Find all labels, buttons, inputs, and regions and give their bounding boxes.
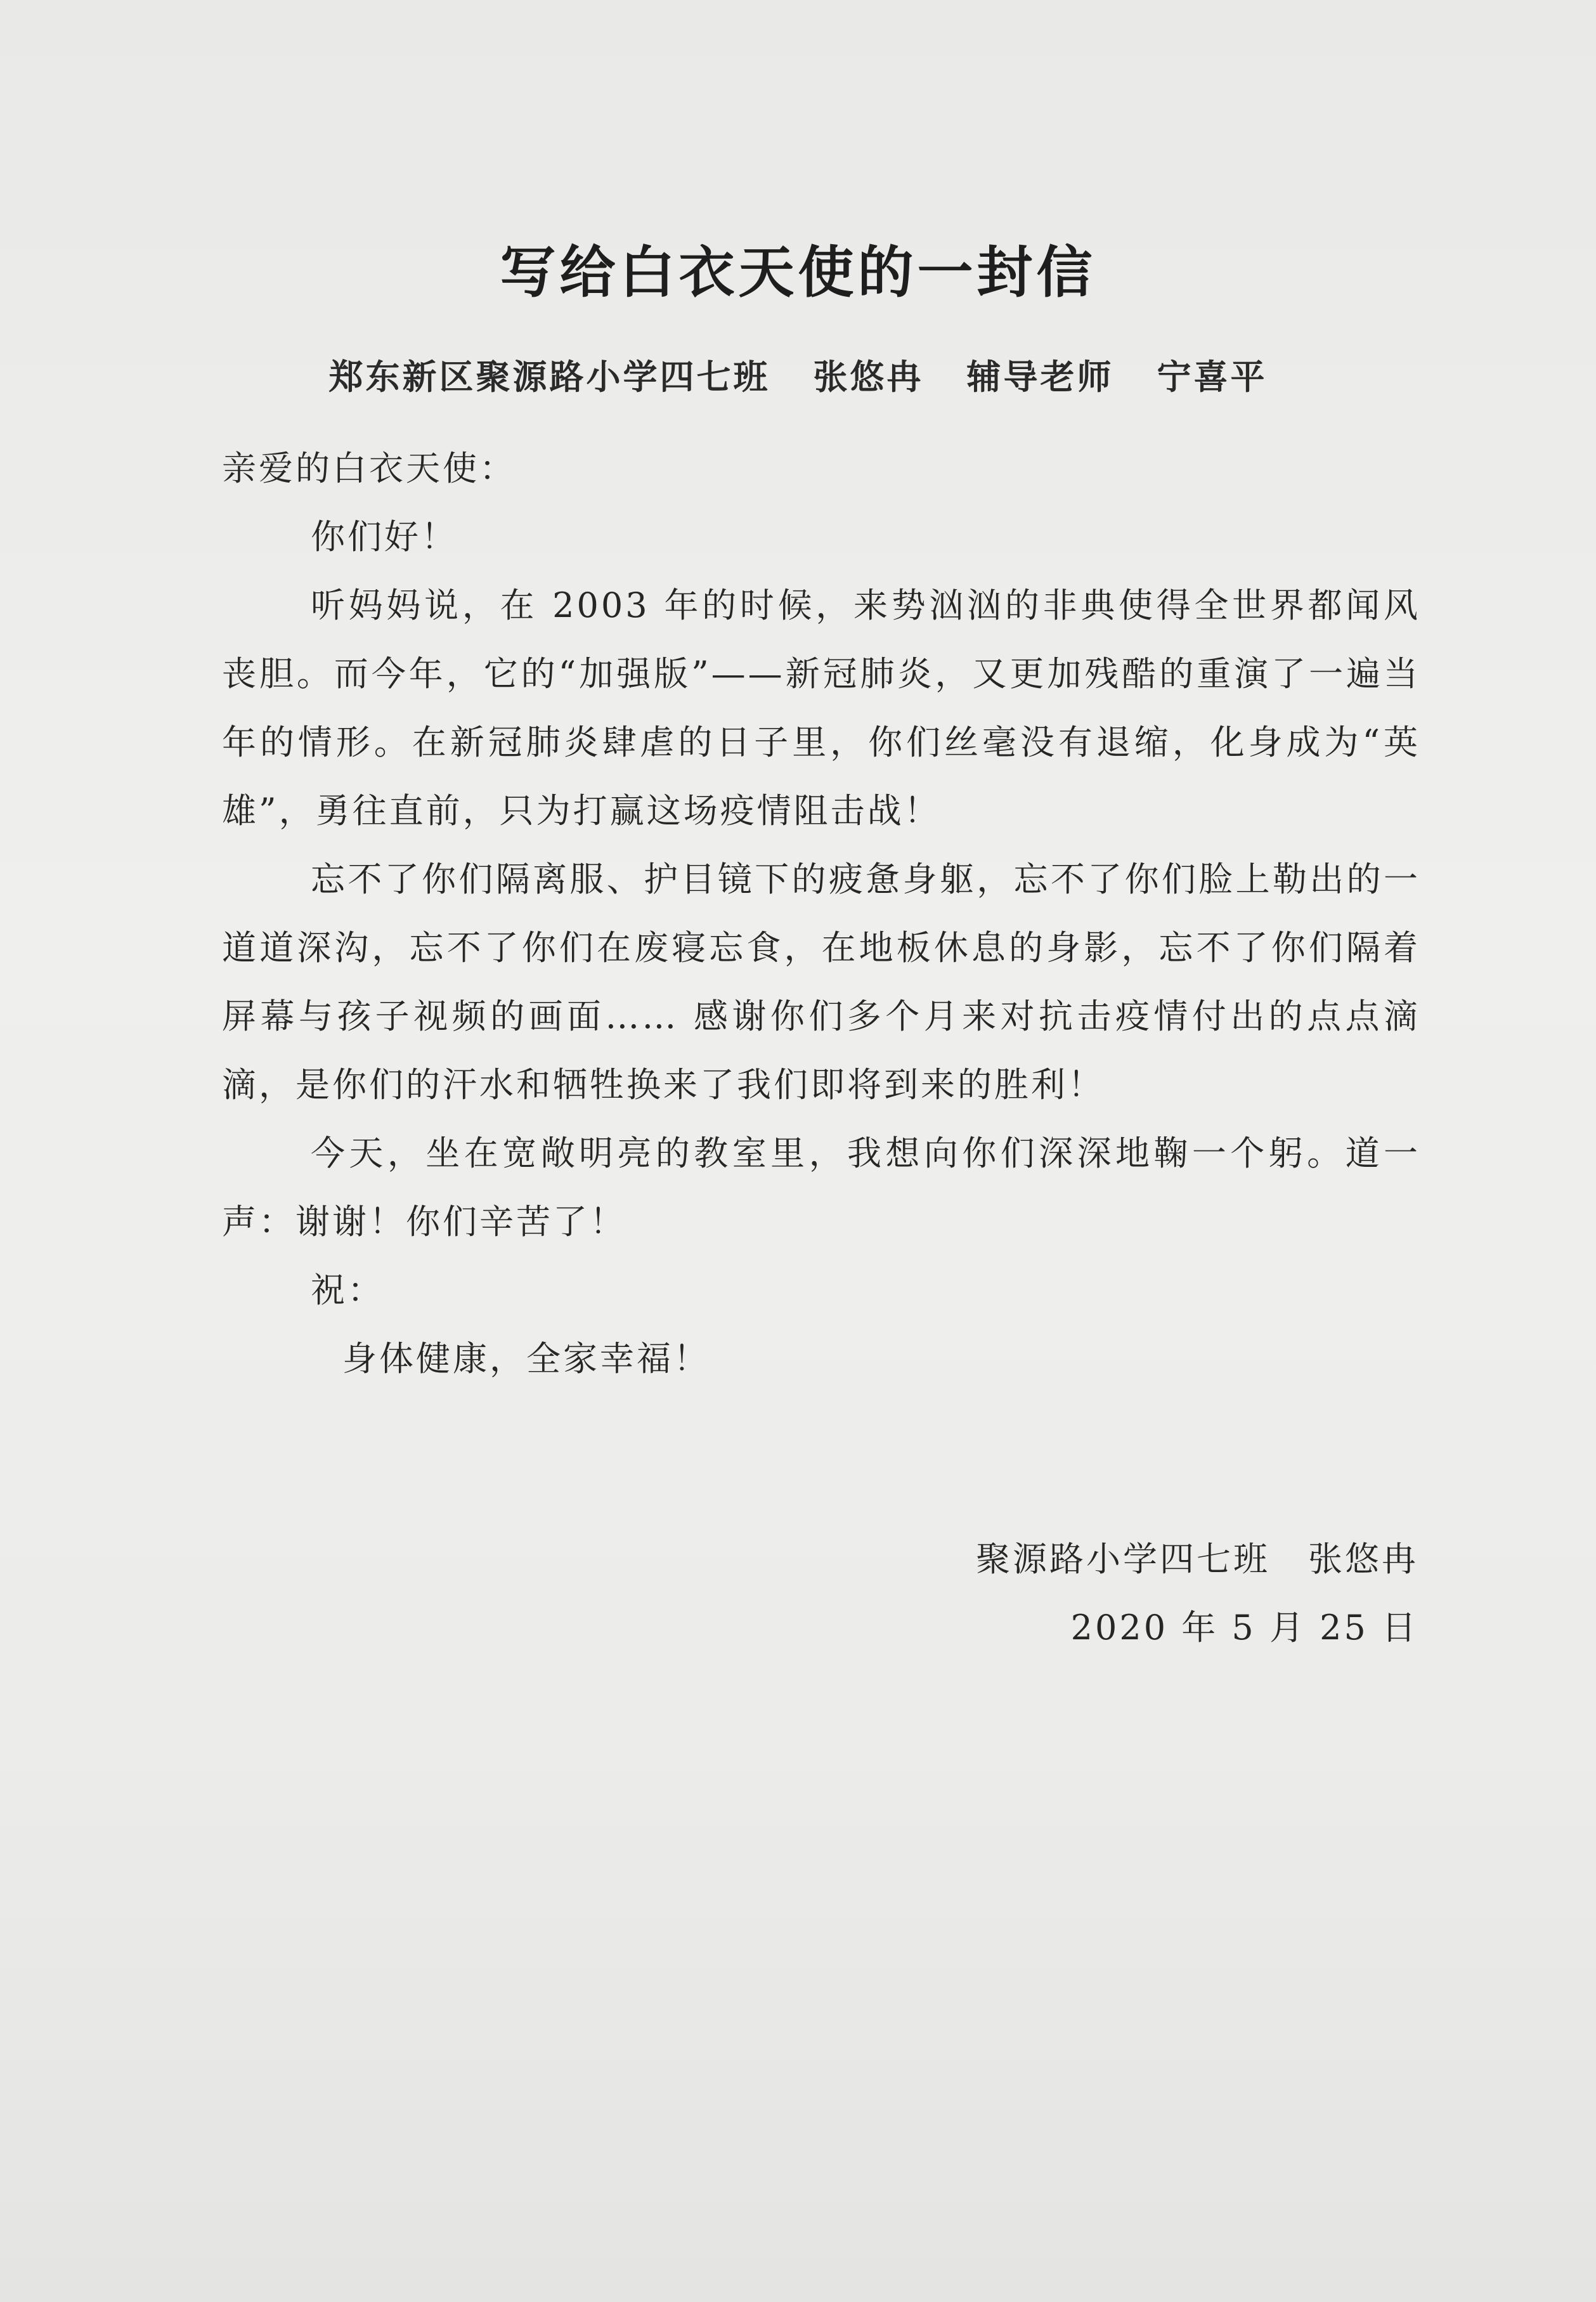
letter-title: 写给白衣天使的一封信 (500, 239, 1096, 305)
signature-line (976, 1525, 1418, 1594)
signature-school-class: 聚源路小学四七班 (976, 1539, 1270, 1579)
paragraph: 今天，坐在宽敞明亮的教室里，我想向你们深深地鞠一个躬。道一声：谢谢！你们辛苦了！ (222, 1133, 1420, 1242)
letter-body (222, 434, 1420, 1393)
paragraph: 忘不了你们隔离服、护目镜下的疲惫身躯，忘不了你们脸上勒出的一道道深沟，忘不了你们在废寝忘食，在地板休息的身影，忘不了你们隔着屏幕与孩子视频的画面…… 感谢你们多个月来对抗击疫情付出的点点滴滴，是你们的汗水和牺牲换来了我们即将到来的胜利！ (222, 859, 1420, 1105)
signature-block (976, 1525, 1418, 1662)
salutation: 亲爱的白衣天使： (222, 448, 516, 488)
byline-teacher-label: 辅导老师 (966, 356, 1114, 397)
closing: 祝： (311, 1270, 384, 1310)
signature-date: 2020 年 5 月 25 日 (1070, 1608, 1418, 1648)
greeting: 你们好！ (311, 517, 458, 557)
byline (0, 350, 1596, 399)
signature-author: 张悠冉 (1308, 1539, 1418, 1579)
byline-school-class: 郑东新区聚源路小学四七班 (328, 356, 770, 397)
paragraph: 听妈妈说，在 2003 年的时候，来势汹汹的非典使得全世界都闻风丧胆。而今年，它的“加强版”——新冠肺炎，又更加残酷的重演了一遍当年的情形。在新冠肺炎肆虐的日子里，你们丝毫没有退缩，化身成为“英雄”，勇往直前，只为打赢这场疫情阻击战！ (222, 585, 1420, 831)
byline-teacher: 宁喜平 (1157, 356, 1268, 397)
byline-author: 张悠冉 (813, 356, 924, 397)
wish: 身体健康，全家幸福！ (342, 1339, 710, 1379)
